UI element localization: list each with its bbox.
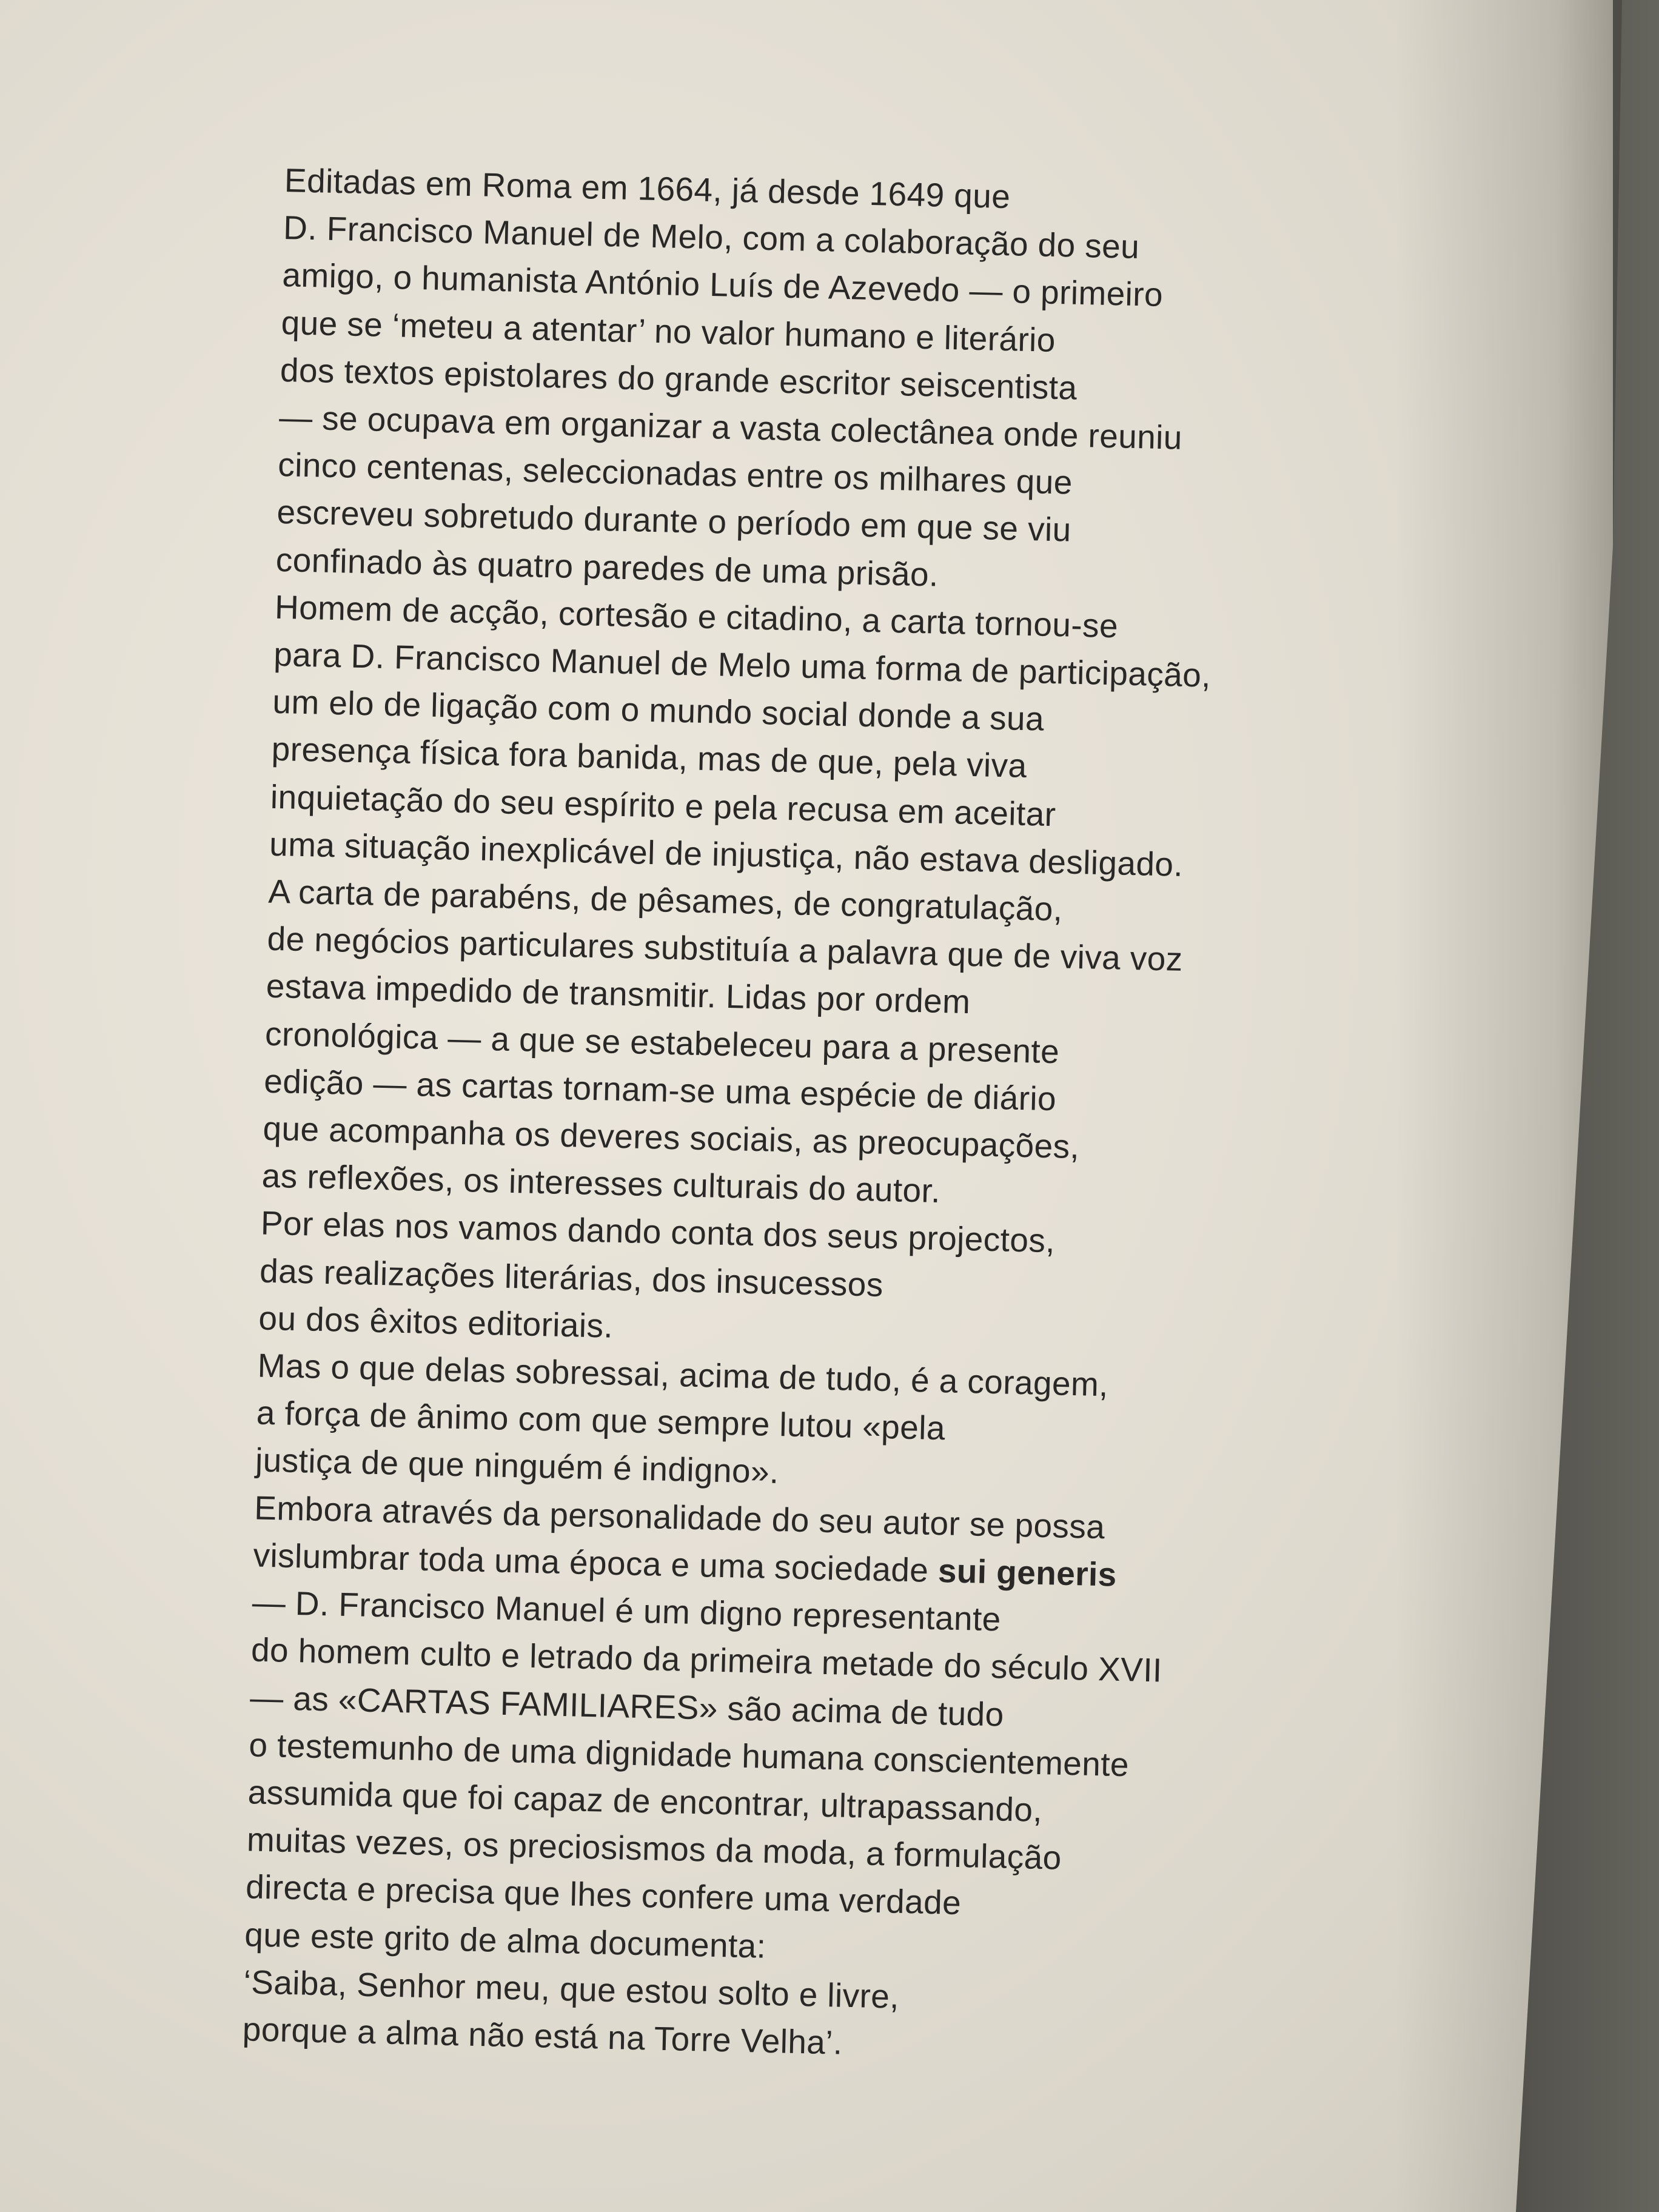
- text-line: Editadas em Roma em 1664, já desde 1649 que: [284, 161, 1011, 216]
- text-line: Embora através da personalidade do seu autor se possa: [253, 1489, 1105, 1546]
- emphasis-sui-generis: sui generis: [937, 1551, 1118, 1594]
- text-line: Por elas nos vamos dando conta dos seus projectos,: [260, 1204, 1056, 1260]
- text-line: edição — as cartas tornam-se uma espécie de diário: [263, 1062, 1057, 1118]
- text-line: que acompanha os deveres sociais, as preocupações,: [262, 1109, 1080, 1166]
- text-line: o testemunho de uma dignidade humana conscientemente: [248, 1726, 1130, 1783]
- text-line: escreveu sobretudo durante o período em que se viu: [276, 493, 1072, 549]
- text-line: amigo, o humanista António Luís de Azevedo — o primeiro: [281, 256, 1164, 314]
- text-line: um elo de ligação com o mundo social donde a sua: [272, 683, 1045, 738]
- text-line: cronológica — a que se estabeleceu para a presente: [264, 1014, 1060, 1071]
- text-line: cinco centenas, seleccionadas entre os milhares que: [277, 446, 1073, 501]
- text-line: ‘Saiba, Senhor meu, que estou solto e livre,: [243, 1962, 900, 2016]
- text-line: directa e precisa que lhes confere uma verdade: [245, 1868, 962, 1922]
- text-line: que se ‘meteu a atentar’ no valor humano e literário: [281, 303, 1056, 359]
- text-line: ou dos êxitos editoriais.: [258, 1299, 614, 1345]
- text-line: das realizações literárias, dos insucessos: [259, 1252, 884, 1304]
- text-line: justiça de que ninguém é indigno».: [255, 1441, 780, 1491]
- text-line: de negócios particulares substituía a palavra que de viva voz: [267, 919, 1184, 979]
- text-line: confinado às quatro paredes de uma prisão.: [275, 540, 939, 594]
- text-line: porque a alma não está na Torre Velha’.: [242, 2010, 843, 2062]
- text-line: que este grito de alma documenta:: [244, 1915, 767, 1965]
- text-line-prefix: vislumbrar toda uma época e uma sociedade: [252, 1536, 939, 1589]
- text-line: do homem culto e letrado da primeira metade do século XVII: [250, 1631, 1163, 1689]
- text-line: A carta de parabéns, de pêsames, de congratulação,: [267, 872, 1064, 928]
- text-line: a força de ânimo com que sempre lutou «pela: [256, 1393, 946, 1447]
- text-line: muitas vezes, os preciosismos da moda, a formulação: [246, 1820, 1062, 1877]
- text-line: uma situação inexplicável de injustiça, não estava desligado.: [269, 825, 1184, 883]
- text-line: para D. Francisco Manuel de Melo uma forma de participação,: [273, 635, 1212, 694]
- body-text: [242, 156, 1436, 2079]
- text-line: inquietação do seu espírito e pela recusa em aceitar: [270, 777, 1057, 833]
- text-line: — as «CARTAS FAMILIARES» são acima de tudo: [249, 1678, 1005, 1734]
- text-line: — D. Francisco Manuel é um digno representante: [252, 1583, 1002, 1638]
- text-line: estava impedido de transmitir. Lidas por ordem: [266, 967, 971, 1021]
- text-line: — se ocupava em organizar a vasta colectânea onde reuniu: [278, 398, 1183, 457]
- text-line: as reflexões, os interesses culturais do autor.: [261, 1156, 941, 1210]
- text-line: Homem de acção, cortesão e citadino, a carta tornou-se: [274, 588, 1119, 645]
- text-line: dos textos epistolares do grande escritor seiscentista: [280, 350, 1078, 407]
- text-line: D. Francisco Manuel de Melo, com a colaboração do seu: [283, 209, 1140, 266]
- text-line: presença física fora banida, mas de que, pela viva: [271, 730, 1028, 785]
- text-line: Mas o que delas sobressai, acima de tudo, é a coragem,: [257, 1346, 1109, 1404]
- text-line: assumida que foi capaz de encontrar, ultrapassando,: [247, 1773, 1043, 1829]
